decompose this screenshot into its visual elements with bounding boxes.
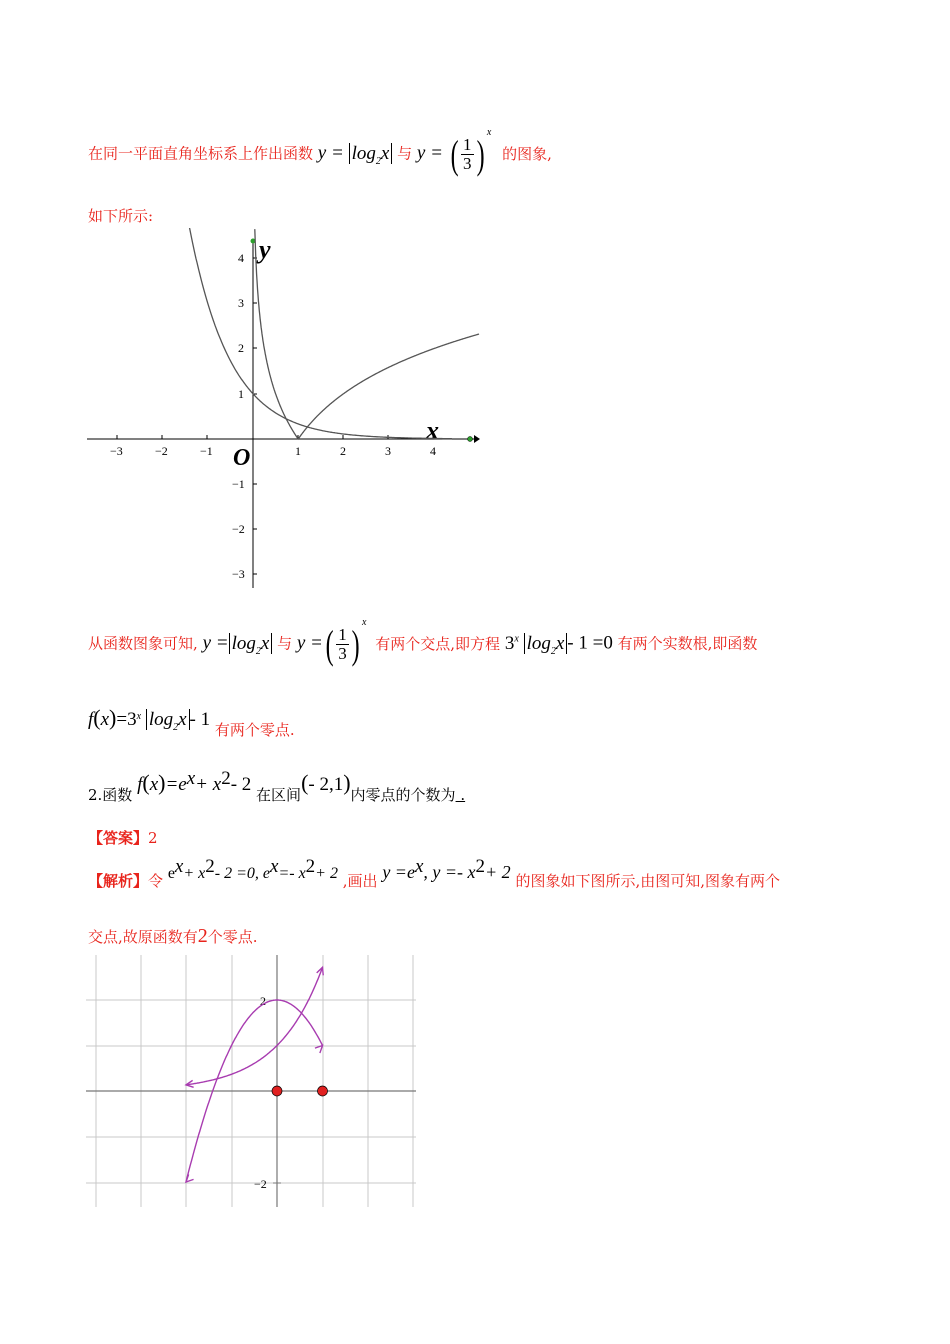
y-axis-label: y xyxy=(259,235,271,264)
x-tick: −2 xyxy=(155,444,168,458)
answer-value: 2 xyxy=(148,829,158,847)
y-tick: 2 xyxy=(260,994,266,1008)
origin-label: O xyxy=(233,445,251,471)
curve-exponential xyxy=(186,967,323,1085)
intro-suffix: 的图象, xyxy=(502,144,552,163)
x-tick: −1 xyxy=(200,444,213,458)
intersection-point xyxy=(318,1086,328,1096)
intro-sentence: 在同一平面直角坐标系上作出函数 $y = \log_2x$ 与 y = ( $\frac{1}{3}$ ) $^x$ 的图象, xyxy=(88,126,552,177)
y-tick: 1 xyxy=(238,387,244,401)
func1-lhs: y = xyxy=(317,142,344,164)
y-tick: 3 xyxy=(238,296,244,310)
question-2: 2.函数 $f(x)=e^x+ x^2-$ 2 在区间(- 2,1)内零点的个数为 . xyxy=(88,768,466,804)
curve-one-third-power xyxy=(182,228,452,439)
answer-label: 【答案】 xyxy=(88,829,149,847)
parabola-arrow-right xyxy=(315,1046,323,1054)
x-tick: 1 xyxy=(295,444,301,458)
graph-ex-vs-parabola xyxy=(86,955,418,1210)
func1-abs: $\log_2x$ xyxy=(349,143,393,164)
y-tick: −1 xyxy=(232,477,245,491)
answer-line xyxy=(88,827,158,849)
fraction-one-third: $\frac{1}{3}$ xyxy=(463,135,472,173)
analysis-line-1: 【解析】令 $e^x+ x^2-$ 2 =0, $e^x=-$ $x^2+ 2$ ,画出 $y =e^x$, $y =- x^2+ 2$ 的图象如下图所示,由图可知,图象有两个 xyxy=(88,856,780,890)
analysis-label: 【解析】 xyxy=(88,872,149,890)
curve-abs-log2 xyxy=(255,229,479,439)
y-tick: −2 xyxy=(254,1177,267,1191)
y-tick: −2 xyxy=(232,522,245,536)
intersection-point xyxy=(272,1086,282,1096)
conj-and: 与 xyxy=(397,144,413,163)
x-axis-label: x xyxy=(426,416,439,445)
x-tick: 3 xyxy=(385,444,391,458)
conclusion-sentence: 从函数图象可知, $y = \log_2x$ 与 y =( $\frac{1}{3}$ ) $^x$ 有两个交点,即方程 3$^x$ $\log_2x - 1 =0$ 有两个实数根,即函数 xyxy=(88,616,758,667)
analysis-line-2: 交点,故原函数有2个零点. xyxy=(88,925,258,947)
as-shown-text: 如下所示: xyxy=(88,207,154,225)
function-zeros-sentence: $f(x)=3^x$ $\log_2x - 1$ 有两个零点. xyxy=(88,705,295,739)
question-number: 2.函数 xyxy=(88,786,133,804)
intro-prefix: 在同一平面直角坐标系上作出函数 xyxy=(88,144,314,163)
y-tick: 4 xyxy=(238,251,244,265)
graph-log-exp xyxy=(82,228,482,593)
y-tick: −3 xyxy=(232,567,245,581)
func2-lhs: y = xyxy=(416,142,443,164)
x-tick: 2 xyxy=(340,444,346,458)
x-tick: −3 xyxy=(110,444,123,458)
y-tick: 2 xyxy=(238,341,244,355)
x-tick: 4 xyxy=(430,444,436,458)
answer-blank: . xyxy=(455,786,466,804)
